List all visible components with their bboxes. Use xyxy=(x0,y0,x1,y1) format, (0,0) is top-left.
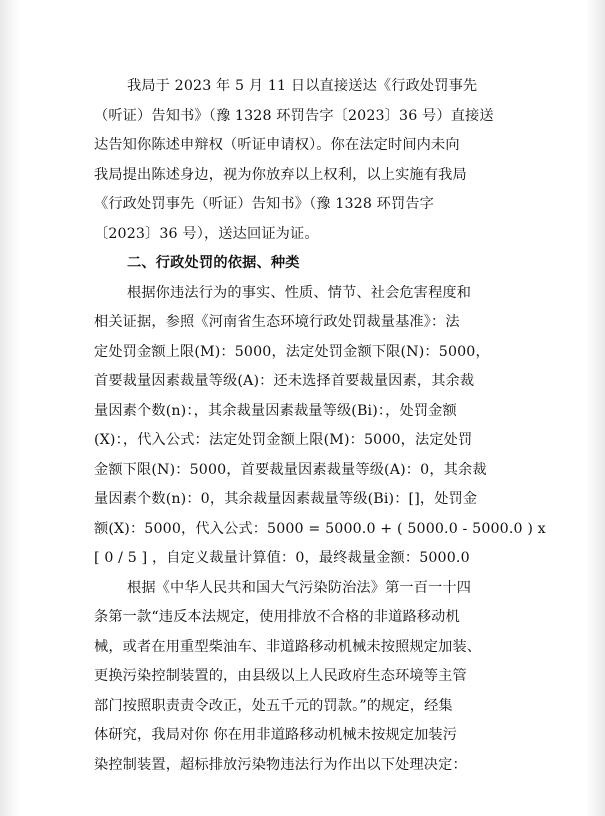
section-heading: 二、行政处罚的依据、种类 xyxy=(127,255,300,271)
paragraph-line: 〔2023〕36 号），送达回证为证。 xyxy=(94,225,319,242)
paragraph-line: 相关证据，参照《河南省生态环境行政处罚裁量基准》：法 xyxy=(94,314,460,330)
paragraph-line: [ 0 / 5 ] ，自定义裁量计算值：0，最终裁量金额：5000.0 xyxy=(94,550,470,566)
paragraph-line: 首要裁量因素裁量等级(A)：还未选择首要裁量因素，其余裁 xyxy=(94,373,475,389)
paragraph-line: 我局提出陈述身边，视为你放弃以上权利，以上实施有我局 xyxy=(94,166,467,183)
paragraph-line: 我局于 2023 年 5 月 11 日以直接送达《行政处罚事先 xyxy=(127,78,478,94)
paragraph-line: 量因素个数(n)：0，其余裁量因素裁量等级(Bi)：[]，处罚金 xyxy=(94,491,478,507)
paragraph-line: (X)：，代入公式：法定处罚金额上限(M)：5000，法定处罚 xyxy=(94,432,473,448)
paragraph-line: 体研究，我局对你 你在用非道路移动机械未按规定加装污 xyxy=(94,727,458,743)
paragraph-line: 部门按照职责责令改正，处五千元的罚款。”的规定，经集 xyxy=(94,697,453,714)
paragraph-line: 达告知你陈述申辩权（听证申请权）。你在法定时间内未向 xyxy=(94,137,460,153)
paragraph-line: 械，或者在用重型柴油车、非道路移动机械未按照规定加装、 xyxy=(94,638,482,655)
paragraph-line: （听证）告知书》（豫 1328 环罚告字〔2023〕36 号）直接送 xyxy=(94,107,494,124)
paragraph-line: 更换污染控制装置的，由县级以上人民政府生态环境等主管 xyxy=(94,668,467,684)
paragraph-line: 定处罚金额上限(M)：5000，法定处罚金额下限(N)：5000， xyxy=(94,343,490,360)
document-body xyxy=(94,72,546,780)
paragraph-line: 条第一款“违反本法规定，使用排放不合格的非道路移动机 xyxy=(94,609,460,625)
paragraph-line: 《行政处罚事先（听证）告知书》（豫 1328 环罚告字 xyxy=(94,196,435,212)
paragraph-line: 根据你违法行为的事实、性质、情节、社会危害程度和 xyxy=(127,284,472,301)
paragraph-line: 额(X)：5000，代入公式：5000 = 5000.0 + ( 5000.0 - 5000.0 ) x xyxy=(94,520,546,537)
paragraph-line: 染控制装置，超标排放污染物违法行为作出以下处理决定： xyxy=(94,756,467,773)
paragraph-line: 根据《中华人民共和国大气污染防治法》第一百一十四 xyxy=(127,579,472,596)
paragraph-line: 金额下限(N)：5000，首要裁量因素裁量等级(A)：0，其余裁 xyxy=(94,461,487,478)
paragraph-line: 量因素个数(n)：，其余裁量因素裁量等级(Bi)：，处罚金额 xyxy=(94,402,457,419)
